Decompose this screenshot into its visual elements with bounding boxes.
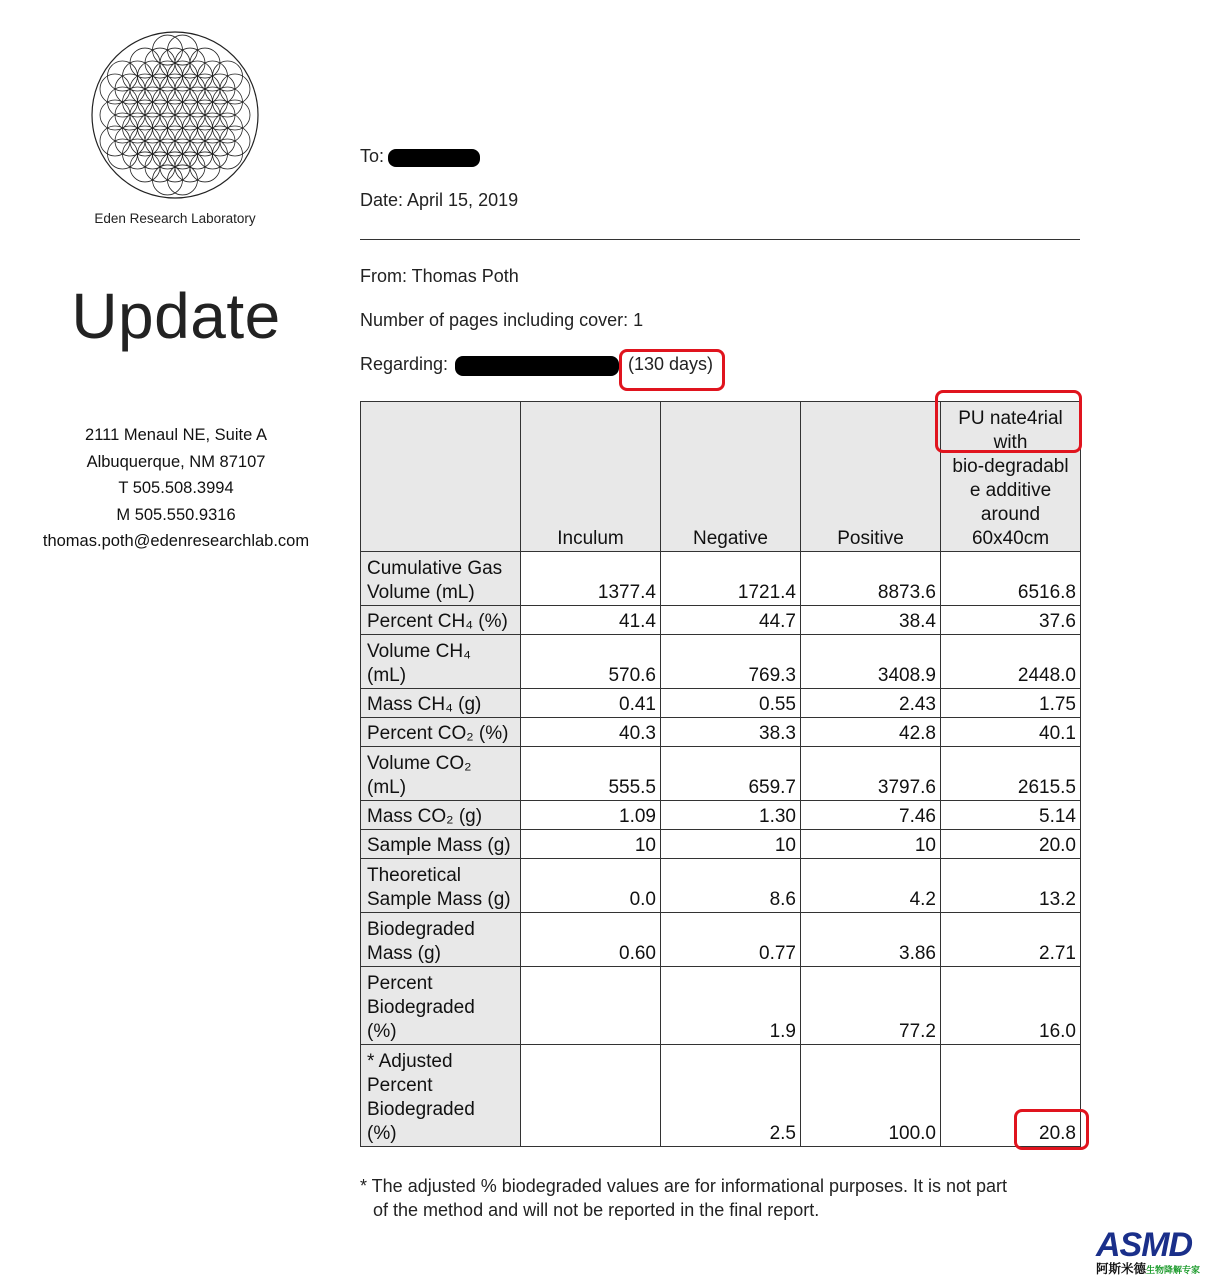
row-label-cell (361, 859, 521, 913)
value-cell: 40.1 (941, 718, 1081, 747)
asmd-mark: ASMD (1096, 1226, 1193, 1264)
value-cell (521, 967, 661, 1045)
row-label-line: (%) (367, 1123, 397, 1144)
value-cell: 1377.4 (521, 552, 661, 606)
asmd-cn-name: 阿斯米德 (1096, 1262, 1147, 1276)
row-label-line: Biodegraded (367, 1099, 475, 1120)
regarding-days: (130 days) (628, 354, 714, 374)
row-label-cell (361, 635, 521, 689)
value-cell: 2.5 (661, 1045, 801, 1147)
table-row (361, 635, 1081, 689)
row-label-line: (mL) (367, 665, 407, 686)
value-cell: 37.6 (941, 606, 1081, 635)
divider (360, 239, 1080, 240)
table-row (361, 718, 1081, 747)
regarding-label: Regarding: (360, 354, 449, 374)
value-cell: 570.6 (521, 635, 661, 689)
row-label-line: Percent (367, 1075, 433, 1096)
row-label-line: * Adjusted (367, 1051, 453, 1072)
pages-line: Number of pages including cover: 1 (360, 310, 644, 330)
row-label-cell (361, 1045, 521, 1147)
value-cell: 0.77 (661, 913, 801, 967)
row-label-line: (%) (367, 1021, 397, 1042)
value-cell: 77.2 (801, 967, 941, 1045)
table-row (361, 1045, 1081, 1147)
value-cell: 1.75 (941, 689, 1081, 718)
table-row (361, 689, 1081, 718)
value-cell: 2448.0 (941, 635, 1081, 689)
row-label-line: Biodegraded (367, 919, 475, 940)
value-cell: 555.5 (521, 747, 661, 801)
value-cell: 10 (661, 830, 801, 859)
footnote-line-1: * The adjusted % biodegraded values are for informational purposes. It is not part (360, 1176, 1008, 1196)
value-cell: 1.30 (661, 801, 801, 830)
redaction-to (388, 149, 480, 167)
value-cell: 0.55 (661, 689, 801, 718)
value-cell: 13.2 (941, 859, 1081, 913)
value-cell: 1721.4 (661, 552, 801, 606)
value-cell: 0.60 (521, 913, 661, 967)
row-label-cell (361, 913, 521, 967)
row-label-line: Percent CH₄ (%) (367, 611, 508, 632)
from-line: From: Thomas Poth (360, 266, 519, 286)
row-label-line: Mass (g) (367, 943, 441, 964)
column-header: Negative (661, 402, 801, 552)
table-row (361, 913, 1081, 967)
row-label-line: Mass CO₂ (g) (367, 806, 483, 827)
column-header-line: PU nate4rial (958, 408, 1063, 429)
value-cell: 100.0 (801, 1045, 941, 1147)
address-block (18, 422, 334, 555)
column-header-line: e additive (969, 480, 1052, 501)
table-row (361, 967, 1081, 1045)
table-row (361, 747, 1081, 801)
value-cell: 2.71 (941, 913, 1081, 967)
row-label-cell (361, 689, 521, 718)
value-cell: 3.86 (801, 913, 941, 967)
value-cell: 3797.6 (801, 747, 941, 801)
value-cell: 38.3 (661, 718, 801, 747)
value-cell: 0.0 (521, 859, 661, 913)
value-cell: 2615.5 (941, 747, 1081, 801)
value-cell: 8.6 (661, 859, 801, 913)
column-header-line: around (980, 504, 1041, 525)
value-cell: 1.09 (521, 801, 661, 830)
row-label-line: Percent (367, 973, 433, 994)
table-row (361, 552, 1081, 606)
value-cell: 38.4 (801, 606, 941, 635)
value-cell: 3408.9 (801, 635, 941, 689)
row-label-cell (361, 552, 521, 606)
highlight-adjusted-value (1014, 1109, 1089, 1150)
row-label-cell (361, 718, 521, 747)
date-line: Date: April 15, 2019 (360, 190, 519, 210)
column-header: Inculum (521, 402, 661, 552)
value-cell: 1.9 (661, 967, 801, 1045)
value-cell: 10 (521, 830, 661, 859)
value-cell: 10 (801, 830, 941, 859)
address-mobile: M 505.550.9316 (116, 505, 236, 524)
header-blank-cell (361, 402, 521, 552)
value-cell: 16.0 (941, 967, 1081, 1045)
table-row (361, 830, 1081, 859)
value-cell: 0.41 (521, 689, 661, 718)
row-label-cell (361, 747, 521, 801)
value-cell: 40.3 (521, 718, 661, 747)
address-city: Albuquerque, NM 87107 (86, 452, 266, 471)
to-label: To: (360, 146, 385, 166)
asmd-subtitle (1096, 1262, 1220, 1277)
value-cell: 2.43 (801, 689, 941, 718)
value-cell: 659.7 (661, 747, 801, 801)
value-cell: 42.8 (801, 718, 941, 747)
table-row (361, 859, 1081, 913)
value-cell: 20.8 (941, 1045, 1081, 1147)
address-street: 2111 Menaul NE, Suite A (85, 426, 267, 444)
page-title: Update (71, 280, 281, 352)
table-body (361, 552, 1081, 1147)
table-row (361, 606, 1081, 635)
value-cell (521, 1045, 661, 1147)
row-label-line: Mass CH₄ (g) (367, 694, 482, 715)
redaction-regarding (455, 356, 619, 376)
row-label-line: Volume (mL) (367, 582, 475, 603)
value-cell: 44.7 (661, 606, 801, 635)
row-label-line: Biodegraded (367, 997, 475, 1018)
value-cell: 6516.8 (941, 552, 1081, 606)
column-header: Positive (801, 402, 941, 552)
address-email[interactable]: thomas.poth@edenresearchlab.com (42, 532, 310, 550)
row-label-line: Sample Mass (g) (367, 889, 511, 910)
regarding-line (360, 354, 448, 375)
highlight-days (619, 349, 725, 391)
footnote (360, 1174, 1080, 1222)
footnote-line-2: of the method and will not be reported in the final report. (373, 1200, 820, 1220)
row-label-cell (361, 606, 521, 635)
row-label-line: Cumulative Gas (367, 558, 503, 579)
row-label-line: Theoretical (367, 865, 461, 886)
results-table (360, 401, 1081, 1147)
value-cell: 769.3 (661, 635, 801, 689)
column-header-line: 60x40cm (971, 528, 1050, 549)
value-cell: 4.2 (801, 859, 941, 913)
highlight-material (935, 390, 1082, 453)
column-header-line: bio-degradabl (952, 456, 1069, 477)
row-label-line: Percent CO₂ (%) (367, 723, 509, 744)
column-header-line: with (993, 432, 1028, 453)
table-row (361, 801, 1081, 830)
asmd-cn-tagline: 生物降解专家 (1146, 1265, 1201, 1275)
value-cell: 8873.6 (801, 552, 941, 606)
row-label-cell (361, 830, 521, 859)
value-cell: 7.46 (801, 801, 941, 830)
row-label-line: Volume CO₂ (367, 753, 472, 774)
value-cell: 41.4 (521, 606, 661, 635)
value-cell: 5.14 (941, 801, 1081, 830)
row-label-cell (361, 967, 521, 1045)
row-label-line: Sample Mass (g) (367, 835, 511, 856)
flower-of-life-logo (90, 30, 260, 200)
asmd-watermark-logo (1096, 1228, 1220, 1280)
value-cell: 20.0 (941, 830, 1081, 859)
to-line (360, 146, 384, 167)
row-label-line: Volume CH₄ (367, 641, 471, 662)
row-label-line: (mL) (367, 777, 407, 798)
lab-name: Eden Research Laboratory (94, 211, 256, 226)
row-label-cell (361, 801, 521, 830)
address-phone: T 505.508.3994 (118, 479, 234, 497)
